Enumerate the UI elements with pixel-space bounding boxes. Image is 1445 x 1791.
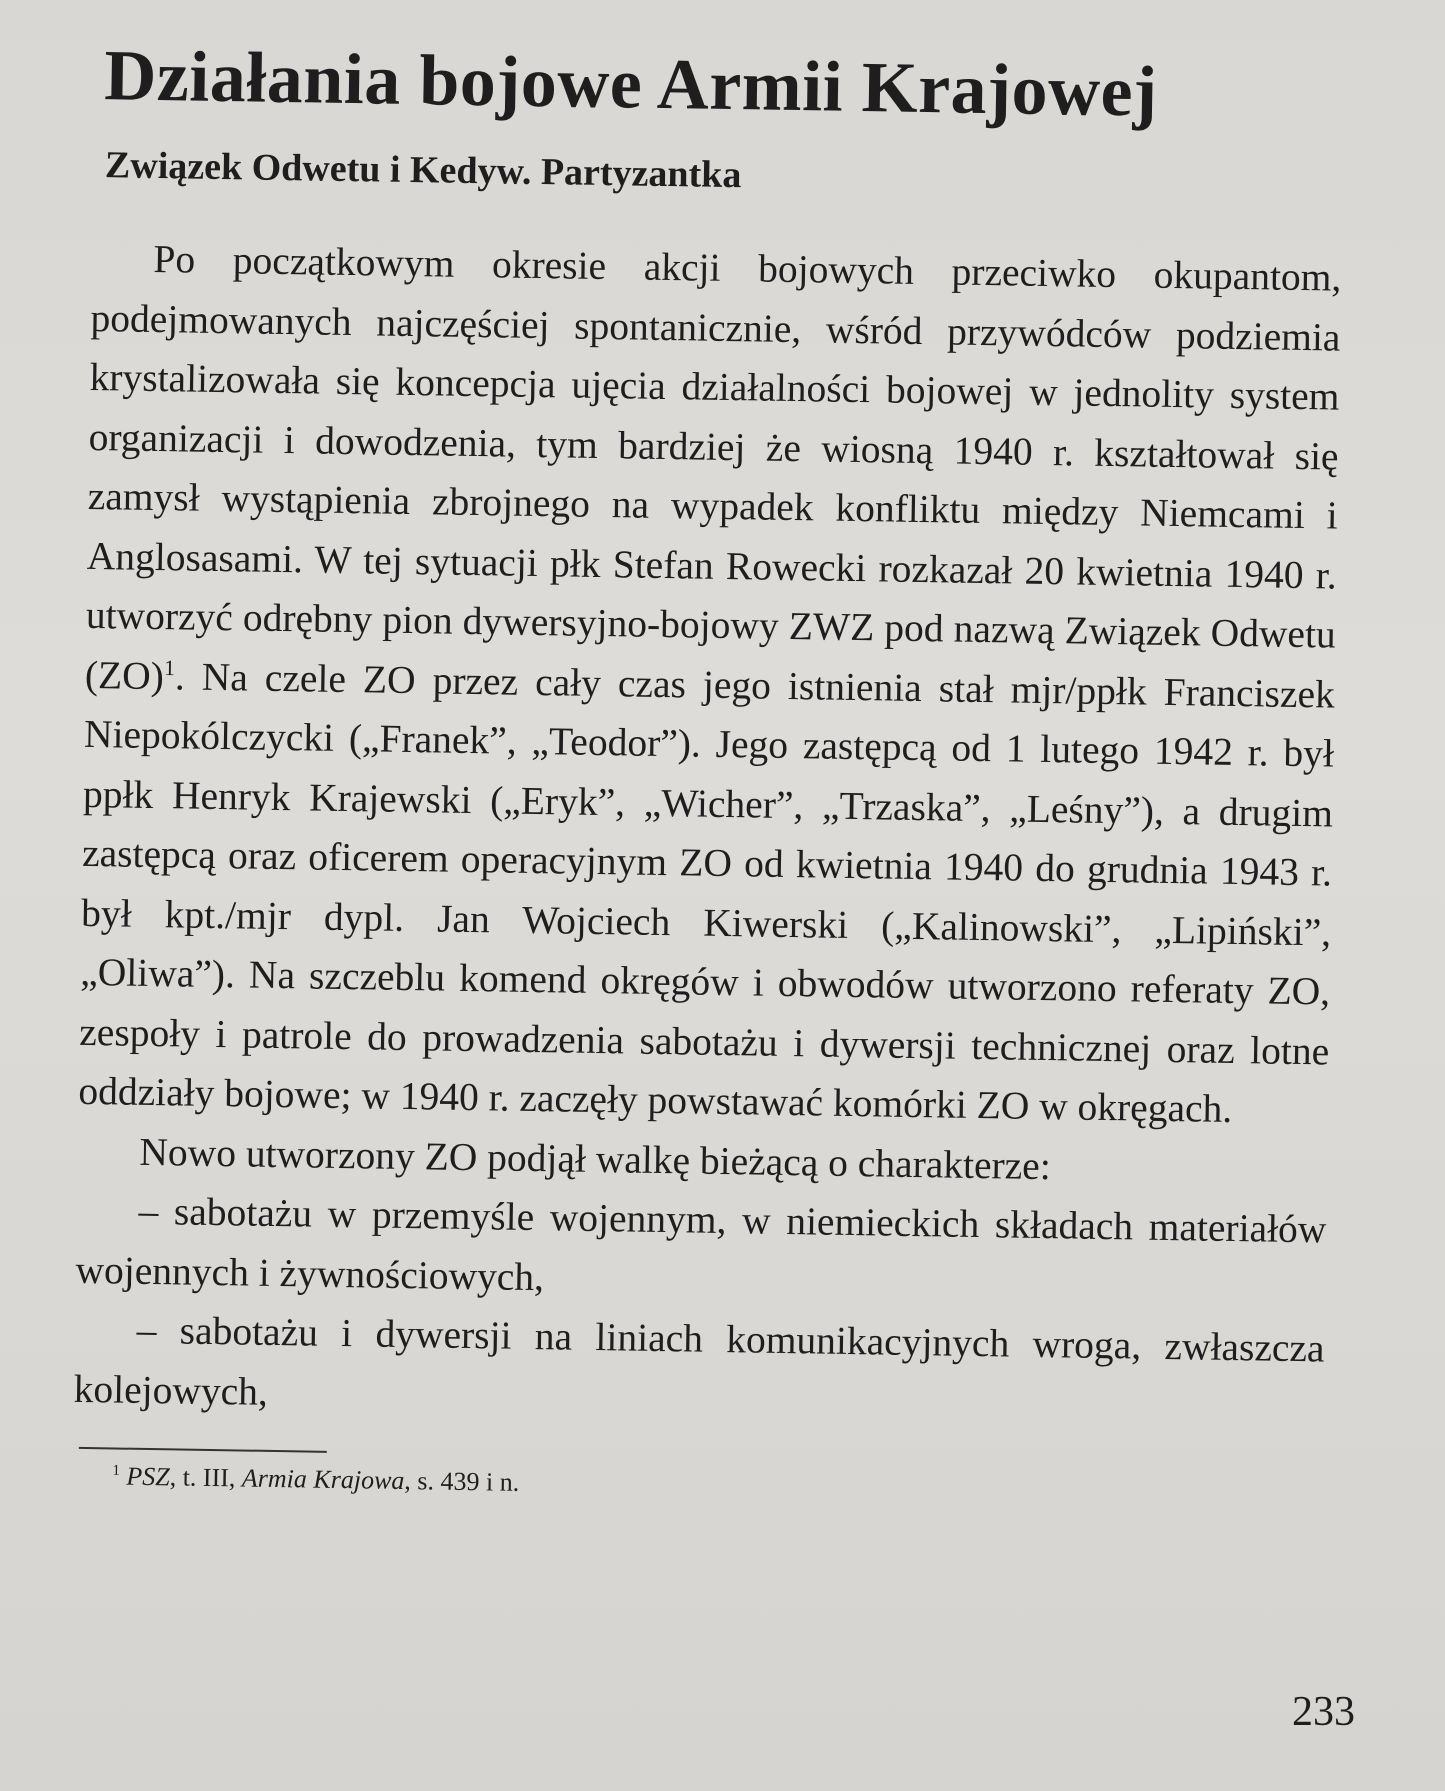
page-content (72, 36, 1345, 1511)
paragraph-1-text-b: . Na czele ZO przez cały czas jego istnienia stał mjr/ppłk Franciszek Niepokólczycki („Franek”, „Teodor”). Jego zastępcą od 1 lutego 1942 r. był ppłk Henryk Krajewski („Eryk”, „Wicher”, „Trzaska”, „Leśny”), a drugim zastępcą oraz oficerem operacyjnym ZO od kwietnia 1940 do grudnia 1943 r. był kpt./mjr dypl. Jan Wojciech Kiwerski („Kalinowski”, „Lipiński”, „Oliwa”). Na szczeblu komend okręgów i obwodów utworzono referaty ZO, zespoły i patrole do prowadzenia sabotażu i dywersji technicznej oraz lotne oddziały bojowe; w 1940 r. zaczęły powstawać komórki ZO w okręgach. (78, 654, 1336, 1132)
chapter-title: Działania bojowe Armii Krajowej (103, 35, 1159, 132)
page-number: 233 (1292, 1689, 1355, 1735)
list-item-1: – sabotażu w przemyśle wojennym, w niemieckich składach materiałów wojennych i żywnościowych, (75, 1189, 1327, 1299)
paragraph-1 (78, 229, 1342, 1141)
paragraph-2: Nowo utworzony ZO podjął walkę bieżącą o charakterze: (139, 1129, 1052, 1188)
paragraph-1-text-a: Po początkowym okresie akcji bojowych przeciwko okupantom, podejmowanych najczęściej spontanicznie, wśród przywódców podziemia krystalizowała się koncepcja ujęcia działalności bojowej w jednolity system organizacji i dowodzenia, tym bardziej że wiosną 1940 r. kształtował się zamysł wystąpienia zbrojnego na wypadek konfliktu między Niemcami i Anglosasami. W tej sytuacji płk Stefan Rowecki rozkazał 20 kwietnia 1940 r. utworzyć odrębny pion dywersyjno-bojowy ZWZ pod nazwą Związek Odwetu (ZO) (84, 237, 1342, 698)
footnote (112, 1462, 1322, 1511)
section-subtitle: Związek Odwetu i Kedyw. Partyzantka (104, 144, 742, 197)
footnote-number: 1 (112, 1462, 121, 1480)
footnote-reference: 1 (163, 654, 176, 680)
footnote-divider (79, 1447, 327, 1453)
footnote-source: PSZ (126, 1461, 170, 1492)
footnote-pages: , s. 439 i n. (404, 1466, 520, 1498)
list-item-2: – sabotażu i dywersji na liniach komunikacyjnych wroga, zwłaszcza kolejowych, (73, 1308, 1325, 1414)
footnote-work: Armia Krajowa (241, 1463, 405, 1496)
footnote-volume: , t. III, (169, 1462, 243, 1493)
body-text (73, 229, 1342, 1438)
